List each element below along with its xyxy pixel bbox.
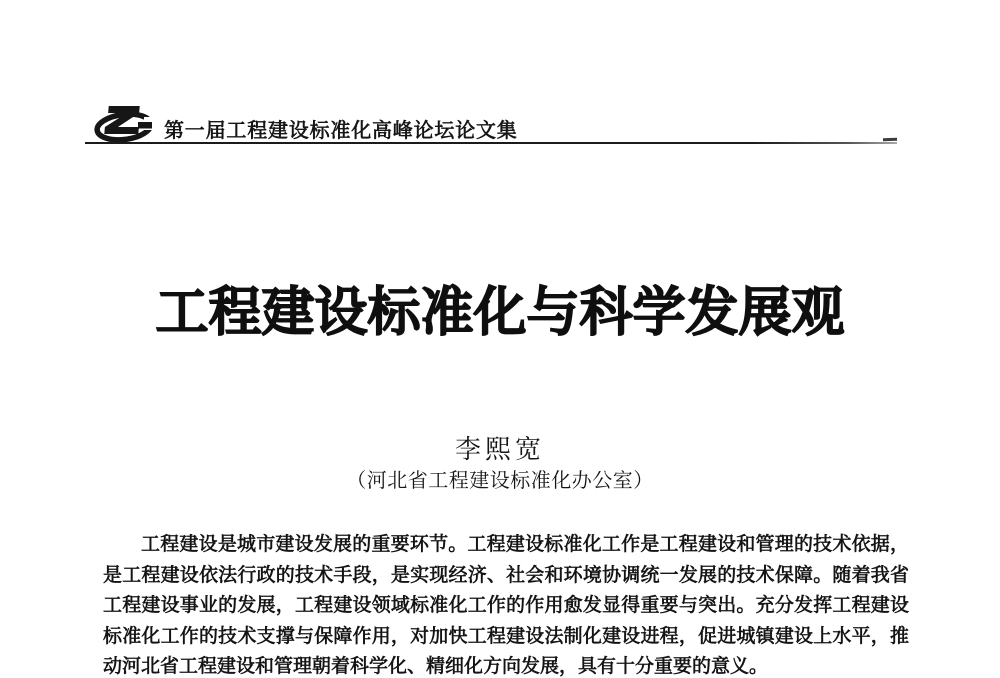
paragraph-line: 动河北省工程建设和管理朝着科学化、精细化方向发展，具有十分重要的意义。 <box>103 656 769 677</box>
scan-artifact-mark <box>883 138 897 141</box>
association-logo-icon <box>94 103 156 143</box>
paragraph-line: 是工程建设依法行政的技术手段，是实现经济、社会和环境协调统一发展的技术保障。随着我省 <box>103 564 909 586</box>
header-divider-rule <box>85 142 897 144</box>
paragraph-line: 工程建设是城市建设发展的重要环节。工程建设标准化工作是工程建设和管理的技术依据， <box>141 534 909 555</box>
author-affiliation: （河北省工程建设标准化办公室） <box>346 468 654 492</box>
paragraph-line: 工程建设事业的发展，工程建设领域标准化工作的作用愈发显得重要与突出。充分发挥工程建设 <box>103 595 909 616</box>
abstract-paragraph <box>103 530 909 678</box>
paper-title: 工程建设标准化与科学发展观 <box>155 283 845 342</box>
author-name: 李熙宽 <box>454 435 545 465</box>
paragraph-line: 标准化工作的技术支撑与保障作用，对加快工程建设法制化建设进程，促进城镇建设上水平，推 <box>103 625 909 647</box>
proceedings-series-title: 第一届工程建设标准化高峰论坛论文集 <box>164 120 518 142</box>
